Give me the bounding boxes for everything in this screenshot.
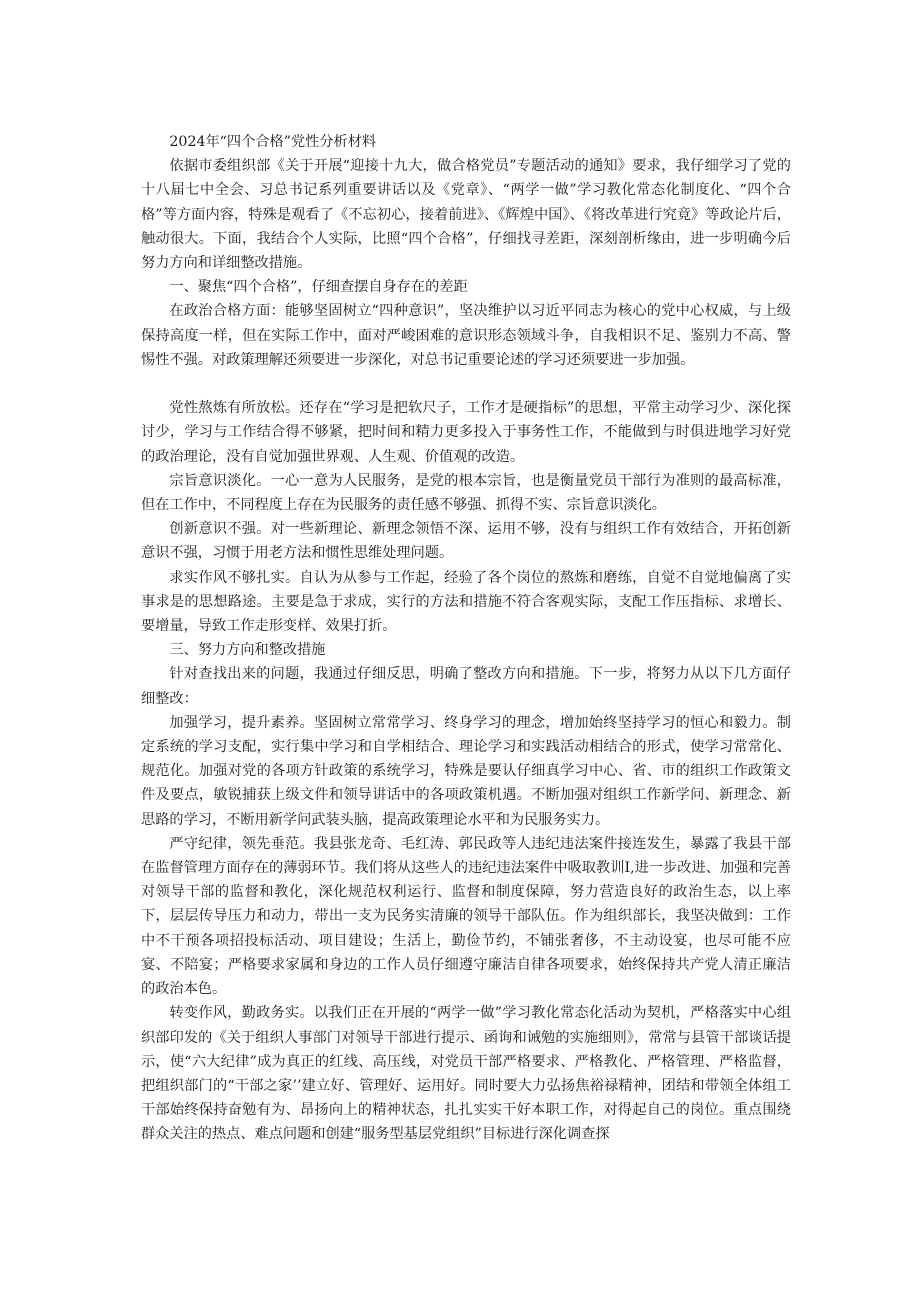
body-paragraph: 严守纪律，领先垂范。我县张龙奇、毛红涛、郭民政等人违纪违法案件接连发生，暴露了我县干部在监督管理方面存在的薄弱环节。我们将从这些人的违纪违法案件中吸取教训I,进一步改进、加强和完善对领导干部的监督和教化，深化规范权利运行、监督和制度保障，努力营造良好的政治生态，以上率下，层层传导压力和动力，带出一支为民务实清廉的领导干部队伍。作为组织部长，我坚决做到：工作中不干预各项招投标活动、项目建设；生活上，勤俭节约，不铺张奢侈，不主动设宴，也尽可能不应宴、不陪宴；严格要求家属和身边的工作人员仔细遵守廉洁自律各项要求，始终保持共产党人清正廉洁的政治本色。 — [141, 835, 791, 998]
body-paragraph: 宗旨意识淡化。一心一意为人民服务，是党的根本宗旨，也是衡量党员干部行为准则的最高标准，但在工作中，不同程度上存在为民服务的责任感不够强、抓得不实、宗旨意识淡化。 — [141, 472, 791, 514]
body-paragraph: 针对查找出来的问题，我通过仔细反思，明确了整改方向和措施。下一步，将努力从以下几方面仔细整改： — [141, 666, 791, 707]
body-paragraph: 转变作风，勤政务实。以我们正在开展的“两学一做”学习教化常态化活动为契机，严格落实中心组织部印发的《关于组织人事部门对领导干部进行提示、函询和诫勉的实施细则》，常常与县管干部谈话提示，使“六大纪律”成为真正的红线、高压线，对党员干部严格要求、严格教化、严格管理、严格监督，把组织部门的“干部之家’’建立好、管理好、运用好。同时要大力弘扬焦裕禄精神，团结和带领全体组工干部始终保持奋勉有为、昂扬向上的精神状态，扎扎实实干好本职工作，对得起自己的岗位。重点围绕群众关注的热点、难点问题和创建“服务型基层党组织”目标进行深化调查探 — [141, 1005, 791, 1143]
body-paragraph: 在政治合格方面：能够坚固树立“四种意识”，坚决维护以习近平同志为核心的党中心权威，与上级保持高度一样，但在实际工作中，面对严峻困难的意识形态领域斗争，自我相识不足、鉴别力不高、警惕性不强。对政策理解还须要进一步深化，对总书记重要论述的学习还须要进一步加强。 — [141, 303, 791, 368]
body-paragraph: 创新意识不强。对一些新理论、新理念领悟不深、运用不够，没有与组织工作有效结合，开拓创新意识不强，习惯于用老方法和惯性思维处理问题。 — [141, 521, 791, 562]
document-body — [141, 130, 791, 1147]
body-paragraph: 求实作风不够扎实。自认为从参与工作起，经验了各个岗位的熬炼和磨练，自觉不自觉地偏离了实事求是的思想路途。主要是急于求成，实行的方法和措施不符合客观实际，支配工作压指标、求增长、要增量，导致工作走形变样、效果打折。 — [141, 569, 791, 635]
document-title: 2024年“四个合格”党性分析材料 — [169, 134, 377, 150]
intro-paragraph: 依据市委组织部《关于开展“迎接十九大，做合格党员”专题活动的通知》要求，我仔细学习了党的十八届七中全会、习总书记系列重要讲话以及《党章》、“两学一做”学习教化常态化制度化、“四个合格”等方面内容，特殊是观看了《不忘初心，接着前进》、《辉煌中国》、《将改革进行究竟》等政论片后，触动很大。下面，我结合个人实际，比照“四个合格”，仔细找寻差距，深刻剖析缘由，进一步明确今后努力方向和详细整改措施。 — [141, 158, 791, 272]
body-paragraph: 加强学习，提升素养。坚固树立常常学习、终身学习的理念，增加始终坚持学习的恒心和毅力。制定系统的学习支配，实行集中学习和自学相结合、理论学习和实践活动相结合的形式，使学习常常化、规范化。加强对党的各项方针政策的系统学习，特殊是要认仔细真学习中心、省、市的组织工作政策文件及要点，敏锐捕获上级文件和领导讲话中的各项政策机遇。不断加强对组织工作新学问、新理念、新思路的学习，不断用新学问武装头脑，提高政策理论水平和为民服务实力。 — [141, 714, 791, 828]
section-heading-1: 一、聚焦“四个合格”，仔细查摆自身存在的差距 — [169, 279, 468, 296]
section-heading-3: 三、努力方向和整改措施 — [169, 642, 326, 659]
body-paragraph: 党性熬炼有所放松。还存在“学习是把软尺子，工作才是硬指标”的思想，平常主动学习少、深化探讨少，学习与工作结合得不够紧，把时间和精力更多投入于事务性工作，不能做到与时俱进地学习好党的政治理论，没有自觉加强世界观、人生观、价值观的改造。 — [141, 400, 791, 465]
